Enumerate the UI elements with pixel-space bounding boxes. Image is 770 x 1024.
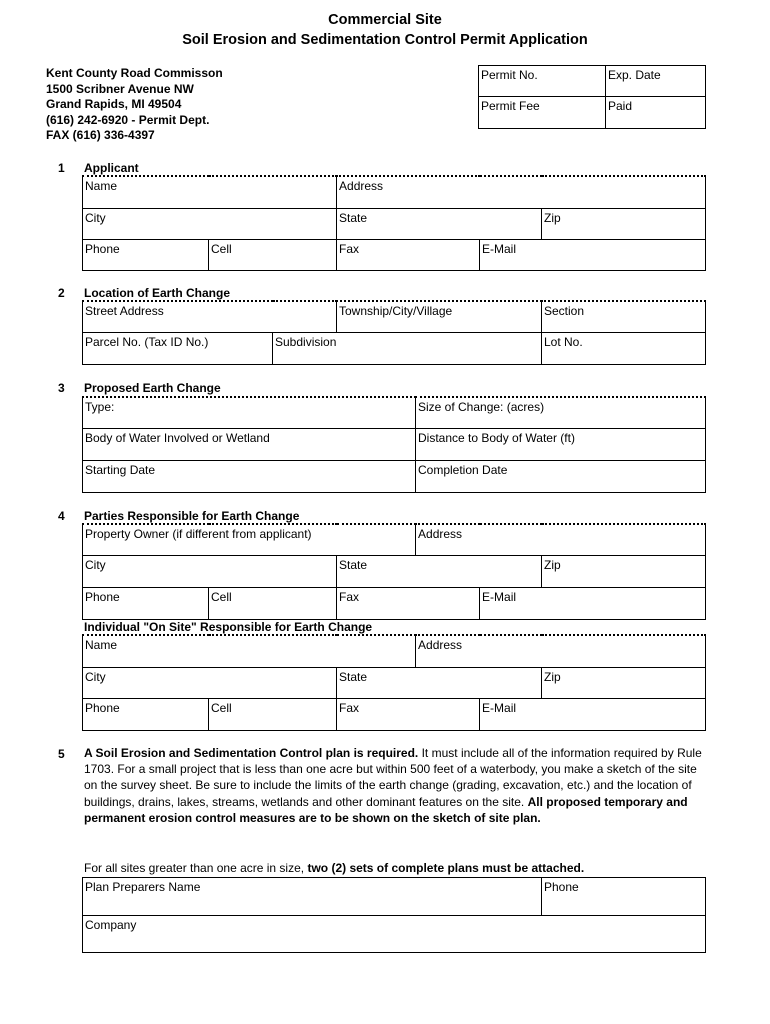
applicant-state-field[interactable]: State <box>337 208 542 239</box>
paid-field[interactable]: Paid <box>606 97 706 129</box>
plan-preparer-phone-field[interactable]: Phone <box>542 878 706 916</box>
owner-cell-field[interactable]: Cell <box>209 587 337 619</box>
section-title-parties: Parties Responsible for Earth Change <box>84 509 300 523</box>
onsite-responsible-table <box>82 634 706 731</box>
property-owner-field[interactable]: Property Owner (if different from applicant) <box>83 524 416 555</box>
location-table <box>82 300 706 365</box>
onsite-phone-field[interactable]: Phone <box>83 698 209 730</box>
proposed-change-table <box>82 396 706 493</box>
agency-phone: (616) 242-6920 - Permit Dept. <box>46 112 210 127</box>
plan-required-bold: A Soil Erosion and Sedimentation Control plan is required. <box>84 746 419 760</box>
agency-street: 1500 Scribner Avenue NW <box>46 81 194 96</box>
section-title-location: Location of Earth Change <box>84 286 231 300</box>
starting-date-field[interactable]: Starting Date <box>83 460 416 492</box>
exp-date-field[interactable]: Exp. Date <box>606 66 706 97</box>
plan-requirement-paragraph <box>84 745 704 826</box>
section-number-2: 2 <box>58 286 65 300</box>
applicant-email-field[interactable]: E-Mail <box>480 239 706 270</box>
section-title-applicant: Applicant <box>84 161 139 175</box>
applicant-address-field[interactable]: Address <box>337 176 706 208</box>
plan-preparer-table <box>82 877 706 953</box>
distance-to-water-field[interactable]: Distance to Body of Water (ft) <box>416 428 706 460</box>
plan-requirement-text: It must include all of the information required by Rule 1703. For a small project that is less than one acre but within 500 feet of a waterbody, you make a sketch of the site on the survey sheet. Be sure to include the limits of the earth change (grading, excavation, etc.) and the location of buildings, drains, lakes, streams, wetlands and other dominant features on the site. <box>84 746 702 809</box>
onsite-state-field[interactable]: State <box>337 667 542 698</box>
body-of-water-field[interactable]: Body of Water Involved or Wetland <box>83 428 416 460</box>
street-address-field[interactable]: Street Address <box>83 301 337 332</box>
agency-address-block <box>46 66 223 144</box>
onsite-zip-field[interactable]: Zip <box>542 667 706 698</box>
owner-phone-field[interactable]: Phone <box>83 587 209 619</box>
agency-city: Grand Rapids, MI 49504 <box>46 97 182 111</box>
owner-state-field[interactable]: State <box>337 555 542 587</box>
section-number-5: 5 <box>58 747 65 761</box>
section-title-proposed: Proposed Earth Change <box>84 381 221 395</box>
form-subtitle: Soil Erosion and Sedimentation Control Permit Application <box>182 32 588 48</box>
owner-zip-field[interactable]: Zip <box>542 555 706 587</box>
property-owner-table <box>82 523 706 620</box>
onsite-responsible-title: Individual "On Site" Responsible for Earth Change <box>84 620 373 634</box>
subdivision-field[interactable]: Subdivision <box>273 332 542 364</box>
parcel-no-field[interactable]: Parcel No. (Tax ID No.) <box>83 332 273 364</box>
size-of-change-field[interactable]: Size of Change: (acres) <box>416 397 706 428</box>
owner-address-field[interactable]: Address <box>416 524 706 555</box>
applicant-cell-field[interactable]: Cell <box>209 239 337 270</box>
completion-date-field[interactable]: Completion Date <box>416 460 706 492</box>
owner-email-field[interactable]: E-Mail <box>480 587 706 619</box>
onsite-fax-field[interactable]: Fax <box>337 698 480 730</box>
township-field[interactable]: Township/City/Village <box>337 301 542 332</box>
erosion-measures-bold: All proposed temporary and permanent erosion control measures are to be shown on the sketch of site plan. <box>84 794 688 825</box>
applicant-name-field[interactable]: Name <box>83 176 337 208</box>
onsite-name-field[interactable]: Name <box>83 635 416 667</box>
section-number-1: 1 <box>58 161 65 175</box>
plan-sets-paragraph <box>84 860 704 876</box>
type-field[interactable]: Type: <box>83 397 416 428</box>
lot-no-field[interactable]: Lot No. <box>542 332 706 364</box>
applicant-city-field[interactable]: City <box>83 208 337 239</box>
section-field[interactable]: Section <box>542 301 706 332</box>
section-number-4: 4 <box>58 509 65 523</box>
plan-sets-bold: two (2) sets of complete plans must be attached. <box>307 861 585 875</box>
applicant-table <box>82 175 706 271</box>
plan-sets-text: For all sites greater than one acre in size, <box>84 861 308 875</box>
plan-preparer-name-field[interactable]: Plan Preparers Name <box>83 878 542 916</box>
owner-city-field[interactable]: City <box>83 555 337 587</box>
agency-name: Kent County Road Commisson <box>46 66 223 80</box>
permit-office-box <box>478 65 706 129</box>
onsite-email-field[interactable]: E-Mail <box>480 698 706 730</box>
applicant-fax-field[interactable]: Fax <box>337 239 480 270</box>
owner-fax-field[interactable]: Fax <box>337 587 480 619</box>
onsite-cell-field[interactable]: Cell <box>209 698 337 730</box>
onsite-address-field[interactable]: Address <box>416 635 706 667</box>
permit-no-field[interactable]: Permit No. <box>479 66 606 97</box>
company-field[interactable]: Company <box>83 916 706 953</box>
form-title: Commercial Site <box>328 12 442 28</box>
applicant-zip-field[interactable]: Zip <box>542 208 706 239</box>
applicant-phone-field[interactable]: Phone <box>83 239 209 270</box>
permit-fee-field[interactable]: Permit Fee <box>479 97 606 129</box>
section-number-3: 3 <box>58 381 65 395</box>
onsite-city-field[interactable]: City <box>83 667 337 698</box>
agency-fax: FAX (616) 336-4397 <box>46 128 155 142</box>
